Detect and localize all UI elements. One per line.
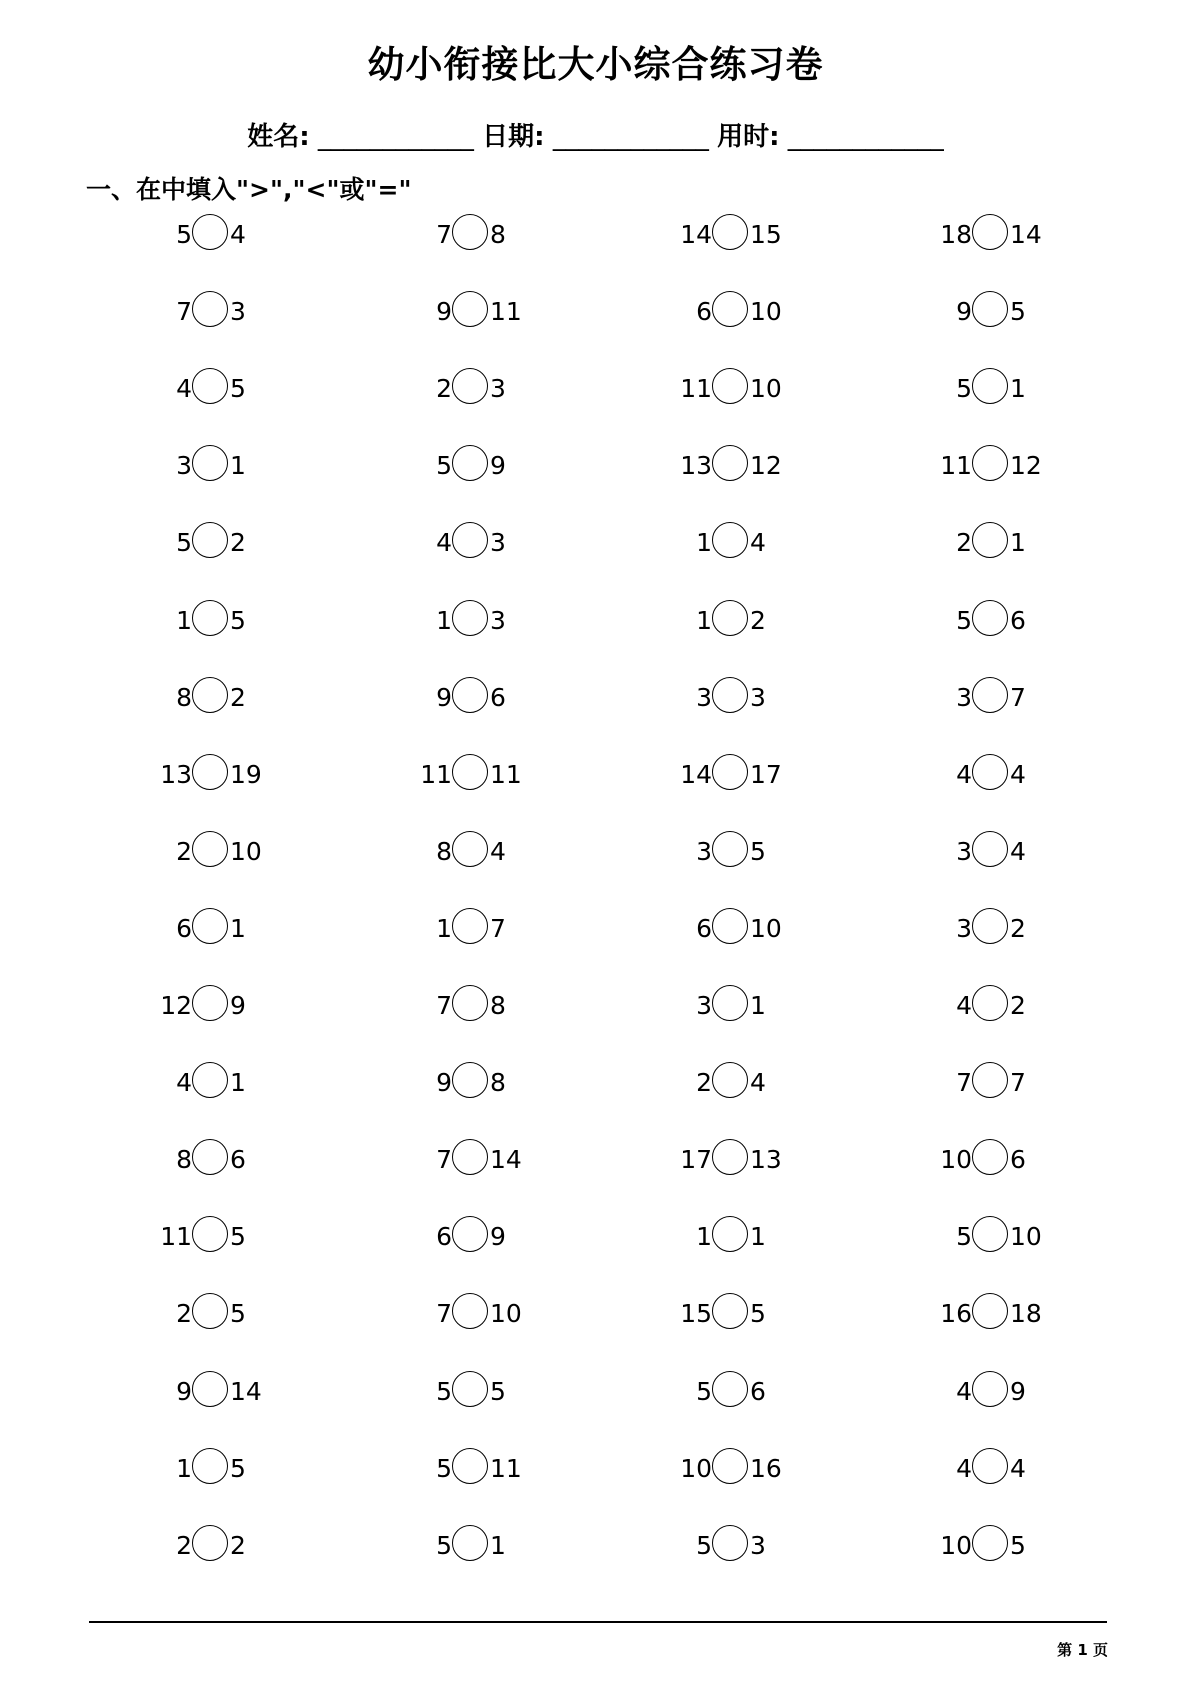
comparison-problem bbox=[652, 1214, 812, 1258]
answer-circle[interactable] bbox=[712, 677, 748, 713]
right-number: 5 bbox=[1010, 1530, 1026, 1560]
comparison-problem bbox=[132, 1291, 292, 1335]
answer-circle[interactable] bbox=[712, 908, 748, 944]
left-number: 3 bbox=[696, 991, 712, 1020]
left-number: 3 bbox=[696, 682, 712, 712]
right-number: 16 bbox=[750, 1453, 782, 1483]
comparison-problem bbox=[912, 520, 1072, 564]
answer-circle[interactable] bbox=[192, 1293, 228, 1329]
answer-circle[interactable] bbox=[452, 368, 488, 404]
right-number: 11 bbox=[490, 1453, 522, 1483]
comparison-problem bbox=[392, 366, 552, 410]
comparison-problem bbox=[132, 598, 292, 642]
answer-circle[interactable] bbox=[452, 1293, 488, 1329]
right-number: 9 bbox=[490, 451, 506, 481]
right-number: 5 bbox=[750, 1299, 766, 1329]
date-label: 日期: bbox=[482, 122, 545, 152]
answer-circle[interactable] bbox=[972, 368, 1008, 404]
left-number: 5 bbox=[176, 528, 192, 558]
answer-circle[interactable] bbox=[972, 754, 1008, 790]
name-blank[interactable]: ____________ bbox=[317, 122, 474, 152]
comparison-problem bbox=[652, 752, 812, 796]
left-number: 8 bbox=[436, 836, 452, 866]
answer-circle[interactable] bbox=[712, 600, 748, 636]
right-number: 6 bbox=[750, 1376, 766, 1406]
answer-circle[interactable] bbox=[452, 1062, 488, 1098]
right-number: 6 bbox=[230, 1145, 246, 1175]
comparison-problem bbox=[912, 212, 1072, 256]
answer-circle[interactable] bbox=[192, 677, 228, 713]
left-number: 4 bbox=[956, 1376, 972, 1406]
right-number: 12 bbox=[750, 451, 782, 481]
comparison-problem bbox=[132, 1446, 292, 1490]
left-number: 7 bbox=[176, 297, 192, 327]
right-number: 15 bbox=[750, 220, 782, 249]
right-number: 4 bbox=[750, 528, 766, 558]
left-number: 9 bbox=[436, 682, 452, 712]
comparison-problem bbox=[392, 1291, 552, 1335]
comparison-problem bbox=[132, 289, 292, 333]
answer-circle[interactable] bbox=[712, 368, 748, 404]
left-number: 17 bbox=[680, 1145, 712, 1175]
left-number: 1 bbox=[696, 605, 712, 635]
right-number: 3 bbox=[490, 528, 506, 558]
left-number: 7 bbox=[436, 220, 452, 249]
comparison-problem bbox=[132, 1369, 292, 1413]
left-number: 7 bbox=[436, 1145, 452, 1175]
answer-circle[interactable] bbox=[712, 1525, 748, 1561]
right-number: 19 bbox=[230, 759, 262, 789]
comparison-problem bbox=[392, 1137, 552, 1181]
comparison-problem bbox=[132, 212, 292, 256]
comparison-problem bbox=[392, 675, 552, 719]
left-number: 1 bbox=[696, 1222, 712, 1252]
answer-circle[interactable] bbox=[972, 214, 1008, 250]
comparison-problem bbox=[912, 829, 1072, 873]
answer-circle[interactable] bbox=[712, 214, 748, 250]
answer-circle[interactable] bbox=[972, 908, 1008, 944]
right-number: 18 bbox=[1010, 1299, 1042, 1329]
left-number: 7 bbox=[436, 1299, 452, 1329]
comparison-problem bbox=[652, 983, 812, 1027]
comparison-problem bbox=[392, 289, 552, 333]
right-number: 1 bbox=[750, 991, 766, 1020]
comparison-problem bbox=[132, 752, 292, 796]
comparison-problem bbox=[132, 906, 292, 950]
left-number: 9 bbox=[956, 297, 972, 327]
right-number: 4 bbox=[1010, 759, 1026, 789]
answer-circle[interactable] bbox=[712, 1216, 748, 1252]
answer-circle[interactable] bbox=[452, 600, 488, 636]
comparison-problem bbox=[912, 983, 1072, 1027]
right-number: 10 bbox=[230, 836, 262, 866]
answer-circle[interactable] bbox=[192, 291, 228, 327]
left-number: 3 bbox=[176, 451, 192, 481]
comparison-problem bbox=[912, 675, 1072, 719]
left-number: 6 bbox=[696, 913, 712, 943]
right-number: 3 bbox=[490, 374, 506, 404]
left-number: 3 bbox=[956, 913, 972, 943]
answer-circle[interactable] bbox=[452, 1371, 488, 1407]
worksheet-title: 幼小衔接比大小综合练习卷 bbox=[367, 43, 824, 86]
answer-circle[interactable] bbox=[452, 214, 488, 250]
answer-circle[interactable] bbox=[712, 445, 748, 481]
comparison-problem bbox=[652, 1369, 812, 1413]
left-number: 5 bbox=[956, 1222, 972, 1252]
right-number: 9 bbox=[1010, 1376, 1026, 1406]
answer-circle[interactable] bbox=[192, 368, 228, 404]
left-number: 4 bbox=[956, 1453, 972, 1483]
right-number: 14 bbox=[230, 1376, 262, 1406]
answer-circle[interactable] bbox=[452, 754, 488, 790]
right-number: 10 bbox=[490, 1299, 522, 1329]
section-title: 一、在中填入">","<"或"=" bbox=[86, 175, 412, 204]
right-number: 17 bbox=[750, 759, 782, 789]
comparison-problem bbox=[392, 1446, 552, 1490]
comparison-problem bbox=[652, 289, 812, 333]
time-blank[interactable]: ____________ bbox=[787, 122, 944, 152]
right-number: 1 bbox=[490, 1530, 506, 1560]
comparison-problem bbox=[652, 906, 812, 950]
answer-circle[interactable] bbox=[192, 1371, 228, 1407]
right-number: 4 bbox=[230, 220, 246, 249]
left-number: 5 bbox=[696, 1530, 712, 1560]
right-number: 4 bbox=[1010, 836, 1026, 866]
right-number: 3 bbox=[750, 1530, 766, 1560]
right-number: 2 bbox=[750, 605, 766, 635]
right-number: 5 bbox=[490, 1376, 506, 1406]
left-number: 4 bbox=[176, 374, 192, 404]
comparison-problem bbox=[912, 1060, 1072, 1104]
comparison-problem bbox=[392, 520, 552, 564]
left-number: 9 bbox=[436, 1068, 452, 1098]
comparison-problem bbox=[132, 1060, 292, 1104]
right-number: 6 bbox=[1010, 605, 1026, 635]
answer-circle[interactable] bbox=[192, 1139, 228, 1175]
left-number: 11 bbox=[160, 1222, 192, 1252]
left-number: 5 bbox=[436, 1376, 452, 1406]
answer-circle[interactable] bbox=[712, 1062, 748, 1098]
right-number: 1 bbox=[230, 451, 246, 481]
left-number: 6 bbox=[696, 297, 712, 327]
comparison-problem bbox=[652, 366, 812, 410]
answer-circle[interactable] bbox=[972, 1448, 1008, 1484]
right-number: 7 bbox=[1010, 682, 1026, 712]
comparison-problem bbox=[132, 443, 292, 487]
time-label: 用时: bbox=[717, 122, 780, 152]
right-number: 2 bbox=[230, 1530, 246, 1560]
left-number: 13 bbox=[680, 451, 712, 481]
answer-circle[interactable] bbox=[452, 445, 488, 481]
comparison-problem bbox=[392, 443, 552, 487]
right-number: 1 bbox=[1010, 374, 1026, 404]
comparison-problem bbox=[132, 1214, 292, 1258]
left-number: 8 bbox=[176, 682, 192, 712]
right-number: 5 bbox=[230, 1222, 246, 1252]
comparison-problem bbox=[652, 520, 812, 564]
answer-circle[interactable] bbox=[712, 754, 748, 790]
right-number: 5 bbox=[230, 1299, 246, 1329]
answer-circle[interactable] bbox=[712, 1448, 748, 1484]
left-number: 3 bbox=[696, 836, 712, 866]
comparison-problem bbox=[652, 212, 812, 256]
left-number: 2 bbox=[176, 836, 192, 866]
right-number: 2 bbox=[230, 682, 246, 712]
answer-circle[interactable] bbox=[192, 214, 228, 250]
answer-circle[interactable] bbox=[712, 291, 748, 327]
footer-divider bbox=[89, 1621, 1107, 1623]
answer-circle[interactable] bbox=[972, 1293, 1008, 1329]
right-number: 9 bbox=[230, 991, 246, 1020]
comparison-problem bbox=[132, 1137, 292, 1181]
comparison-problem bbox=[132, 520, 292, 564]
left-number: 9 bbox=[436, 297, 452, 327]
right-number: 3 bbox=[490, 605, 506, 635]
right-number: 8 bbox=[490, 220, 506, 249]
comparison-problem bbox=[392, 906, 552, 950]
left-number: 2 bbox=[176, 1530, 192, 1560]
comparison-problem bbox=[912, 752, 1072, 796]
left-number: 8 bbox=[176, 1145, 192, 1175]
answer-circle[interactable] bbox=[452, 831, 488, 867]
left-number: 6 bbox=[436, 1222, 452, 1252]
comparison-problem bbox=[912, 598, 1072, 642]
answer-circle[interactable] bbox=[452, 1139, 488, 1175]
left-number: 10 bbox=[940, 1530, 972, 1560]
comparison-problem bbox=[652, 1060, 812, 1104]
right-number: 10 bbox=[750, 297, 782, 327]
right-number: 1 bbox=[750, 1222, 766, 1252]
right-number: 2 bbox=[230, 528, 246, 558]
right-number: 8 bbox=[490, 1068, 506, 1098]
answer-circle[interactable] bbox=[192, 985, 228, 1021]
right-number: 13 bbox=[750, 1145, 782, 1175]
answer-circle[interactable] bbox=[972, 522, 1008, 558]
right-number: 6 bbox=[490, 682, 506, 712]
answer-circle[interactable] bbox=[972, 1371, 1008, 1407]
comparison-problem bbox=[392, 1523, 552, 1567]
right-number: 6 bbox=[1010, 1145, 1026, 1175]
left-number: 11 bbox=[680, 374, 712, 404]
right-number: 5 bbox=[1010, 297, 1026, 327]
right-number: 2 bbox=[1010, 991, 1026, 1020]
left-number: 13 bbox=[160, 759, 192, 789]
right-number: 5 bbox=[230, 1453, 246, 1483]
answer-circle[interactable] bbox=[192, 1062, 228, 1098]
right-number: 8 bbox=[490, 991, 506, 1020]
right-number: 5 bbox=[750, 836, 766, 866]
left-number: 4 bbox=[436, 528, 452, 558]
comparison-problem bbox=[912, 289, 1072, 333]
answer-circle[interactable] bbox=[712, 522, 748, 558]
left-number: 1 bbox=[436, 913, 452, 943]
answer-circle[interactable] bbox=[972, 831, 1008, 867]
right-number: 1 bbox=[1010, 528, 1026, 558]
comparison-problem bbox=[652, 1137, 812, 1181]
answer-circle[interactable] bbox=[192, 1216, 228, 1252]
left-number: 4 bbox=[176, 1068, 192, 1098]
right-number: 9 bbox=[490, 1222, 506, 1252]
comparison-problem bbox=[132, 1523, 292, 1567]
left-number: 1 bbox=[176, 1453, 192, 1483]
answer-circle[interactable] bbox=[972, 445, 1008, 481]
comparison-problem bbox=[652, 1291, 812, 1335]
left-number: 3 bbox=[956, 682, 972, 712]
comparison-problem bbox=[912, 906, 1072, 950]
right-number: 10 bbox=[750, 913, 782, 943]
left-number: 1 bbox=[696, 528, 712, 558]
answer-circle[interactable] bbox=[192, 1525, 228, 1561]
left-number: 1 bbox=[436, 605, 452, 635]
answer-circle[interactable] bbox=[972, 1525, 1008, 1561]
comparison-problem bbox=[652, 598, 812, 642]
left-number: 10 bbox=[680, 1453, 712, 1483]
comparison-problem bbox=[392, 1369, 552, 1413]
answer-circle[interactable] bbox=[712, 1293, 748, 1329]
left-number: 5 bbox=[176, 220, 192, 249]
comparison-problem bbox=[912, 1291, 1072, 1335]
right-number: 4 bbox=[1010, 1453, 1026, 1483]
comparison-problem bbox=[392, 829, 552, 873]
right-number: 10 bbox=[750, 374, 782, 404]
left-number: 15 bbox=[680, 1299, 712, 1329]
left-number: 5 bbox=[696, 1376, 712, 1406]
answer-circle[interactable] bbox=[972, 1216, 1008, 1252]
answer-circle[interactable] bbox=[712, 1139, 748, 1175]
right-number: 1 bbox=[230, 913, 246, 943]
answer-circle[interactable] bbox=[192, 1448, 228, 1484]
date-blank[interactable]: ____________ bbox=[552, 122, 709, 152]
left-number: 6 bbox=[176, 913, 192, 943]
answer-circle[interactable] bbox=[712, 985, 748, 1021]
left-number: 7 bbox=[436, 991, 452, 1020]
right-number: 3 bbox=[230, 297, 246, 327]
left-number: 12 bbox=[160, 991, 192, 1020]
left-number: 9 bbox=[176, 1376, 192, 1406]
right-number: 7 bbox=[490, 913, 506, 943]
page-number: 第 1 页 bbox=[1057, 1641, 1108, 1659]
comparison-problem bbox=[912, 1214, 1072, 1258]
comparison-problem bbox=[912, 1369, 1072, 1413]
comparison-problem bbox=[392, 1214, 552, 1258]
answer-circle[interactable] bbox=[192, 908, 228, 944]
answer-circle[interactable] bbox=[972, 677, 1008, 713]
right-number: 11 bbox=[490, 297, 522, 327]
right-number: 5 bbox=[230, 605, 246, 635]
left-number: 5 bbox=[436, 451, 452, 481]
left-number: 4 bbox=[956, 991, 972, 1020]
comparison-problem bbox=[132, 675, 292, 719]
answer-circle[interactable] bbox=[192, 600, 228, 636]
answer-circle[interactable] bbox=[972, 985, 1008, 1021]
right-number: 4 bbox=[750, 1068, 766, 1098]
left-number: 14 bbox=[680, 220, 712, 249]
left-number: 16 bbox=[940, 1299, 972, 1329]
answer-circle[interactable] bbox=[192, 445, 228, 481]
left-number: 7 bbox=[956, 1068, 972, 1098]
comparison-problem bbox=[912, 443, 1072, 487]
left-number: 5 bbox=[436, 1530, 452, 1560]
comparison-problem bbox=[392, 1060, 552, 1104]
comparison-problem bbox=[652, 443, 812, 487]
right-number: 10 bbox=[1010, 1222, 1042, 1252]
left-number: 5 bbox=[956, 374, 972, 404]
left-number: 1 bbox=[176, 605, 192, 635]
comparison-problem bbox=[912, 1137, 1072, 1181]
comparison-problem bbox=[652, 675, 812, 719]
answer-circle[interactable] bbox=[972, 291, 1008, 327]
right-number: 7 bbox=[1010, 1068, 1026, 1098]
left-number: 2 bbox=[176, 1299, 192, 1329]
left-number: 11 bbox=[940, 451, 972, 481]
answer-circle[interactable] bbox=[712, 831, 748, 867]
name-label: 姓名: bbox=[247, 122, 310, 152]
comparison-problem bbox=[132, 829, 292, 873]
comparison-problem bbox=[392, 598, 552, 642]
right-number: 3 bbox=[750, 682, 766, 712]
comparison-problem bbox=[652, 829, 812, 873]
answer-circle[interactable] bbox=[972, 600, 1008, 636]
comparison-problem bbox=[392, 752, 552, 796]
answer-circle[interactable] bbox=[972, 1139, 1008, 1175]
comparison-problem bbox=[392, 983, 552, 1027]
answer-circle[interactable] bbox=[452, 1216, 488, 1252]
answer-circle[interactable] bbox=[972, 1062, 1008, 1098]
left-number: 11 bbox=[420, 759, 452, 789]
right-number: 1 bbox=[230, 1068, 246, 1098]
comparison-problem bbox=[652, 1446, 812, 1490]
answer-circle[interactable] bbox=[452, 677, 488, 713]
right-number: 12 bbox=[1010, 451, 1042, 481]
right-number: 14 bbox=[1010, 220, 1042, 249]
answer-circle[interactable] bbox=[192, 754, 228, 790]
right-number: 2 bbox=[1010, 913, 1026, 943]
answer-circle[interactable] bbox=[712, 1371, 748, 1407]
left-number: 3 bbox=[956, 836, 972, 866]
right-number: 5 bbox=[230, 374, 246, 404]
left-number: 2 bbox=[696, 1068, 712, 1098]
left-number: 14 bbox=[680, 759, 712, 789]
left-number: 5 bbox=[956, 605, 972, 635]
answer-circle[interactable] bbox=[192, 522, 228, 558]
comparison-problem bbox=[912, 1446, 1072, 1490]
right-number: 14 bbox=[490, 1145, 522, 1175]
answer-circle[interactable] bbox=[452, 908, 488, 944]
left-number: 4 bbox=[956, 759, 972, 789]
answer-circle[interactable] bbox=[452, 1525, 488, 1561]
comparison-problem bbox=[912, 366, 1072, 410]
left-number: 5 bbox=[436, 1453, 452, 1483]
comparison-problem bbox=[132, 983, 292, 1027]
left-number: 2 bbox=[436, 374, 452, 404]
comparison-problem bbox=[912, 1523, 1072, 1567]
left-number: 18 bbox=[940, 220, 972, 249]
answer-circle[interactable] bbox=[452, 522, 488, 558]
comparison-problem bbox=[652, 1523, 812, 1567]
comparison-problem bbox=[392, 212, 552, 256]
answer-circle[interactable] bbox=[452, 1448, 488, 1484]
answer-circle[interactable] bbox=[452, 985, 488, 1021]
answer-circle[interactable] bbox=[192, 831, 228, 867]
right-number: 11 bbox=[490, 759, 522, 789]
left-number: 2 bbox=[956, 528, 972, 558]
comparison-problem bbox=[132, 366, 292, 410]
left-number: 10 bbox=[940, 1145, 972, 1175]
answer-circle[interactable] bbox=[452, 291, 488, 327]
right-number: 4 bbox=[490, 836, 506, 866]
